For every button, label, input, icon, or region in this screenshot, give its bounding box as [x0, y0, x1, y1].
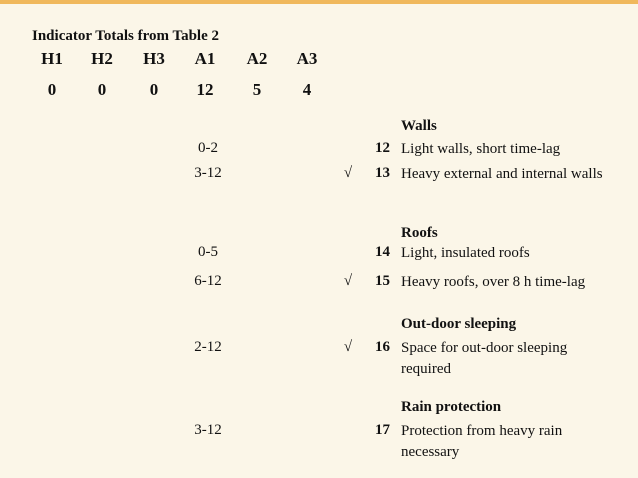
roofs-text-14: Light, insulated roofs — [401, 245, 530, 261]
sleeping-text-16: Space for out-door sleeping required — [401, 340, 568, 377]
indicator-value-h2: 0 — [97, 80, 107, 99]
checkmark-icon: √ — [343, 273, 353, 289]
section-heading-rain-protection: Rain protection — [401, 399, 502, 415]
rain-number-17: 17 — [375, 422, 390, 438]
walls-number-12: 12 — [375, 140, 390, 156]
indicator-label-h1: H1 — [41, 49, 63, 68]
indicator-value-h1: 0 — [47, 80, 57, 99]
indicator-label-a3: A3 — [296, 49, 318, 68]
indicator-label-h2: H2 — [91, 49, 113, 68]
sleeping-range-16: 2-12 — [194, 339, 222, 355]
sleeping-number-16: 16 — [375, 339, 390, 355]
indicator-label-a2: A2 — [246, 49, 268, 68]
indicator-value-a3: 4 — [302, 80, 312, 99]
walls-text-13: Heavy external and internal walls — [401, 166, 603, 182]
indicator-value-a1: 12 — [196, 80, 214, 99]
rain-range-17: 3-12 — [194, 422, 222, 438]
top-accent-bar — [0, 0, 638, 4]
roofs-number-14: 14 — [375, 244, 390, 260]
section-heading-outdoor-sleeping: Out-door sleeping — [401, 316, 517, 332]
indicator-label-a1: A1 — [194, 49, 216, 68]
checkmark-icon: √ — [343, 165, 353, 181]
section-heading-roofs: Roofs — [401, 225, 438, 241]
rain-text-17: Protection from heavy rain necessary — [401, 423, 563, 460]
indicator-label-h3: H3 — [143, 49, 165, 68]
walls-range-12: 0-2 — [198, 140, 218, 156]
walls-number-13: 13 — [375, 165, 390, 181]
walls-text-12: Light walls, short time-lag — [401, 141, 561, 157]
section-heading-walls: Walls — [401, 118, 437, 134]
roofs-range-14: 0-5 — [198, 244, 218, 260]
slide-title: Indicator Totals from Table 2 — [32, 28, 219, 44]
checkmark-icon: √ — [343, 339, 353, 355]
roofs-range-15: 6-12 — [194, 273, 222, 289]
walls-range-13: 3-12 — [194, 165, 222, 181]
roofs-text-15: Heavy roofs, over 8 h time-lag — [401, 274, 586, 290]
roofs-number-15: 15 — [375, 273, 390, 289]
indicator-value-a2: 5 — [252, 80, 262, 99]
indicator-value-h3: 0 — [149, 80, 159, 99]
